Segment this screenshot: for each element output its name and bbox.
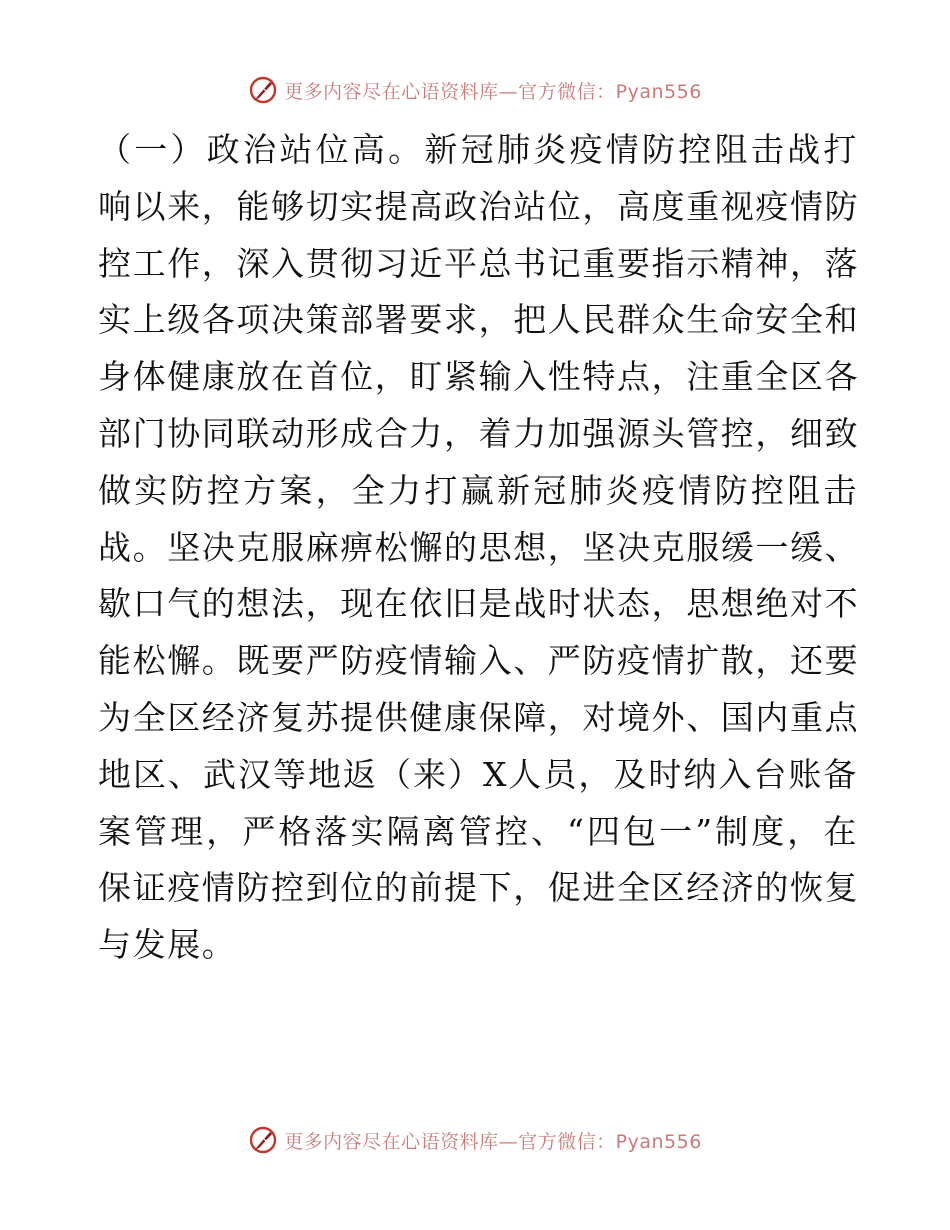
text-line: 做实防控方案，全力打赢新冠肺炎疫情防控阻击 [98, 470, 858, 510]
feather-pen-logo-icon [248, 1125, 278, 1155]
paragraph [98, 122, 858, 974]
text-line: 能松懈。既要严防疫情输入、严防疫情扩散，还要 [98, 641, 860, 681]
header-banner-text [284, 77, 702, 104]
header-banner-wechat-id: Pyan556 [615, 80, 702, 103]
text-line: 为全区经济复苏提供健康保障，对境外、国内重点 [98, 697, 860, 737]
text-line: （一）政治站位高。新冠肺炎疫情防控阻击战打 [98, 130, 858, 169]
header-banner-text-cn: 更多内容尽在心语资料库—官方微信： [284, 80, 616, 103]
footer-banner [0, 1120, 950, 1160]
text-line: 实上级各项决策部署要求，把人民群众生命安全和 [98, 300, 860, 340]
document-body [98, 122, 858, 974]
text-line: 歇口气的想法，现在依旧是战时状态，思想绝对不 [98, 584, 860, 624]
text-line: 与发展。 [98, 925, 237, 965]
footer-banner-wechat-id: Pyan556 [615, 1130, 702, 1153]
footer-banner-text [284, 1127, 702, 1154]
text-line: 响以来，能够切实提高政治站位，高度重视疫情防 [98, 186, 860, 226]
text-line: 部门协同联动形成合力，着力加强源头管控，细致 [98, 413, 860, 453]
text-line: 控工作，深入贯彻习近平总书记重要指示精神，落 [98, 243, 860, 283]
text-line: 战。坚决克服麻痹松懈的思想，坚决克服缓一缓、 [98, 527, 860, 567]
text-line: 身体健康放在首位，盯紧输入性特点，注重全区各 [98, 357, 860, 397]
text-line: 保证疫情防控到位的前提下，促进全区经济的恢复 [98, 868, 860, 908]
text-line: 地区、武汉等地返（来）X人员，及时纳入台账备 [98, 754, 858, 794]
feather-pen-logo-icon [248, 75, 278, 105]
text-line: 案管理，严格落实隔离管控、“四包一”制度，在 [98, 811, 858, 851]
footer-banner-text-cn: 更多内容尽在心语资料库—官方微信： [284, 1130, 616, 1153]
header-banner [0, 70, 950, 110]
